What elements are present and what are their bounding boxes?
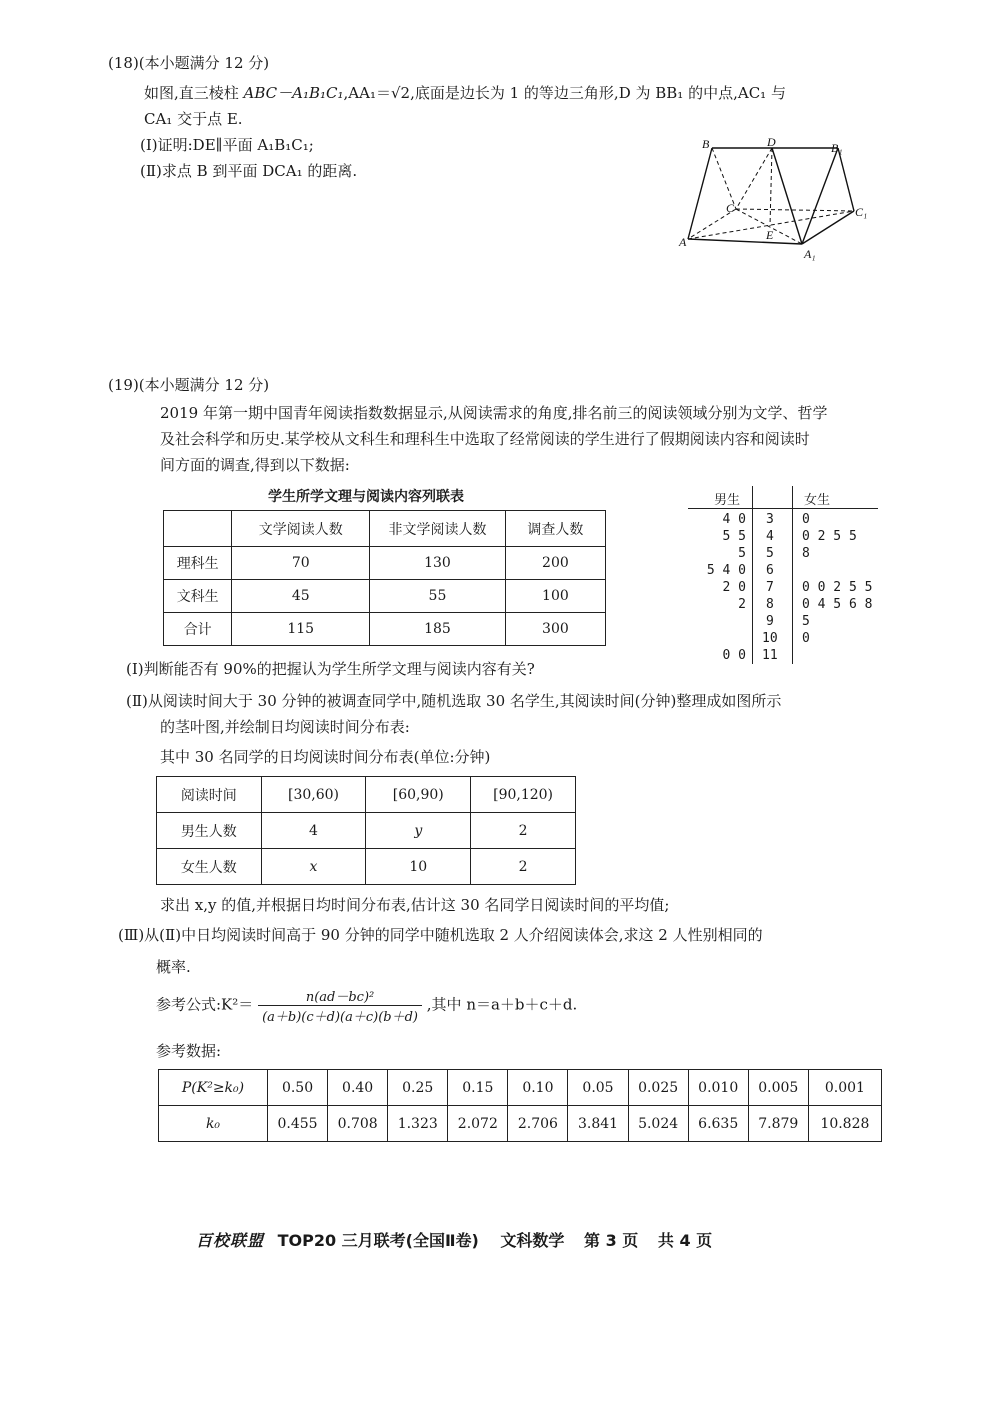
edge-c-c1 bbox=[736, 209, 854, 211]
table-cell: 200 bbox=[505, 547, 605, 580]
label-d: D bbox=[767, 136, 776, 149]
stem-value: 7 bbox=[766, 580, 774, 595]
table-cell: [30,60) bbox=[261, 777, 366, 813]
table-cell: 2.072 bbox=[448, 1106, 508, 1142]
table-cell: 115 bbox=[232, 613, 370, 646]
female-leaves: 8 bbox=[802, 546, 810, 561]
dist-title: 其中 30 名同学的日均阅读时间分布表(单位:分钟) bbox=[160, 748, 491, 766]
table-cell: 男生人数 bbox=[157, 813, 262, 849]
edge-c1-a1 bbox=[802, 211, 854, 244]
table-cell: 非文学阅读人数 bbox=[370, 511, 506, 547]
q18-intro-b: ,AA₁＝√2,底面是边长为 1 的等边三角形, bbox=[343, 84, 619, 102]
table-row bbox=[164, 511, 606, 547]
table-cell: [60,90) bbox=[366, 777, 471, 813]
table-cell: 合计 bbox=[164, 613, 232, 646]
ref-data-label: 参考数据: bbox=[156, 1042, 222, 1060]
page-footer bbox=[196, 1228, 712, 1251]
stem-leaf-plot bbox=[688, 486, 878, 664]
female-leaves: 0 bbox=[802, 512, 810, 527]
table-cell: 0.025 bbox=[628, 1070, 688, 1106]
table-cell: 0.50 bbox=[268, 1070, 328, 1106]
table-cell: 2 bbox=[471, 813, 576, 849]
table-cell: k₀ bbox=[159, 1106, 268, 1142]
stem-value: 9 bbox=[766, 614, 774, 629]
table-cell: 100 bbox=[505, 580, 605, 613]
exam-name: TOP20 三月联考(全国Ⅱ卷) bbox=[277, 1231, 479, 1250]
male-leaves: 5 5 bbox=[722, 529, 746, 544]
q19-text-line2: 及社会科学和历史.某学校从文科生和理科生中选取了经常阅读的学生进行了假期阅读内容和阅读时 bbox=[160, 430, 810, 448]
male-leaves: 0 0 bbox=[722, 648, 746, 663]
female-leaves: 0 2 5 5 bbox=[802, 529, 857, 544]
table-row bbox=[157, 813, 576, 849]
q19-text-line3: 间方面的调查,得到以下数据: bbox=[160, 456, 350, 474]
table-cell: 10 bbox=[366, 849, 471, 885]
reference-table bbox=[158, 1069, 882, 1142]
male-leaves: 5 4 0 bbox=[706, 563, 746, 578]
q18-prism: ABC－A₁B₁C₁ bbox=[243, 84, 344, 102]
table-cell: 5.024 bbox=[628, 1106, 688, 1142]
formula-denominator: (a＋b)(c＋d)(a＋c)(b＋d) bbox=[262, 1010, 418, 1025]
q19-part1: (Ⅰ)判断能否有 90%的把握认为学生所学文理与阅读内容有关? bbox=[126, 660, 535, 678]
edge-d-a1 bbox=[772, 148, 802, 244]
q19-text-line1: 2019 年第一期中国青年阅读指数数据显示,从阅读需求的角度,排名前三的阅读领域分别为文学、哲学 bbox=[160, 404, 828, 422]
table-cell: 调查人数 bbox=[505, 511, 605, 547]
table-cell: 7.879 bbox=[748, 1106, 808, 1142]
stem-leaf-header-rule bbox=[688, 508, 878, 509]
edge-b-c bbox=[712, 148, 736, 209]
q19-part3-line1: (Ⅲ)从(Ⅱ)中日均阅读时间高于 90 分钟的同学中随机选取 2 人介绍阅读体会,求这 2 人性别相同的 bbox=[118, 926, 763, 944]
table-cell: x bbox=[261, 849, 366, 885]
table-cell: 理科生 bbox=[164, 547, 232, 580]
edge-b1-a1 bbox=[802, 148, 838, 244]
table-cell: 0.001 bbox=[808, 1070, 881, 1106]
table-cell: 6.635 bbox=[688, 1106, 748, 1142]
q18-intro-c: D 为 BB₁ 的中点,AC₁ 与 bbox=[618, 84, 786, 102]
edge-a-a1 bbox=[688, 239, 802, 244]
female-leaves: 0 4 5 6 8 bbox=[802, 597, 873, 612]
table-cell: 45 bbox=[232, 580, 370, 613]
contingency-table bbox=[163, 510, 606, 646]
q18-intro-line1 bbox=[144, 82, 786, 103]
table-row bbox=[164, 613, 606, 646]
q19-part2-line1: (Ⅱ)从阅读时间大于 30 分钟的被调查同学中,随机选取 30 名学生,其阅读时间(分钟)整理成如图所示 bbox=[126, 692, 782, 710]
brand-logo: 百校联盟 bbox=[196, 1231, 265, 1250]
formula-label: 参考公式:K²＝ bbox=[156, 995, 254, 1014]
page-total: 共 4 页 bbox=[657, 1231, 713, 1250]
stem-leaf-left-rule bbox=[752, 486, 753, 664]
table-cell: [90,120) bbox=[471, 777, 576, 813]
edge-d-e bbox=[770, 148, 772, 226]
table-cell: 300 bbox=[505, 613, 605, 646]
table-cell: 0.455 bbox=[268, 1106, 328, 1142]
label-c1: C₁ bbox=[855, 205, 868, 219]
reference-formula bbox=[156, 986, 577, 1025]
prism-figure bbox=[676, 136, 876, 262]
table-cell: 女生人数 bbox=[157, 849, 262, 885]
male-leaves: 4 0 bbox=[722, 512, 746, 527]
table-cell: 0.40 bbox=[328, 1070, 388, 1106]
stem-value: 10 bbox=[762, 631, 778, 646]
page-number: 第 3 页 bbox=[584, 1231, 639, 1250]
table-cell: 2.706 bbox=[508, 1106, 568, 1142]
label-a1: A₁ bbox=[804, 247, 816, 261]
q18-intro-a: 如图,直三棱柱 bbox=[144, 84, 244, 102]
edge-d-c bbox=[736, 148, 772, 209]
stem-value: 8 bbox=[766, 597, 774, 612]
table-row bbox=[159, 1070, 882, 1106]
q19-part3-line2: 概率. bbox=[156, 958, 191, 976]
male-leaves: 5 bbox=[738, 546, 746, 561]
table-cell: 2 bbox=[471, 849, 576, 885]
label-e: E bbox=[766, 228, 774, 242]
female-leaves: 0 0 2 5 5 bbox=[802, 580, 873, 595]
table-cell: 0.15 bbox=[448, 1070, 508, 1106]
q18-intro-line2: CA₁ 交于点 E. bbox=[144, 110, 243, 128]
formula-fraction bbox=[258, 986, 422, 1025]
table-row bbox=[157, 777, 576, 813]
table-row bbox=[164, 547, 606, 580]
contingency-title: 学生所学文理与阅读内容列联表 bbox=[268, 489, 464, 505]
label-c: C bbox=[726, 201, 735, 215]
table-cell: 70 bbox=[232, 547, 370, 580]
female-leaves: 0 bbox=[802, 631, 810, 646]
table-cell: P(K²≥k₀) bbox=[159, 1070, 268, 1106]
label-b1: B₁ bbox=[831, 141, 843, 155]
stem-leaf-right-rule bbox=[792, 486, 793, 664]
q19-part2-question: 求出 x,y 的值,并根据日均时间分布表,估计这 30 名同学日阅读时间的平均值; bbox=[160, 896, 670, 914]
q18-header: (18)(本小题满分 12 分) bbox=[108, 54, 270, 72]
male-header: 男生 bbox=[714, 493, 741, 508]
table-cell: 4 bbox=[261, 813, 366, 849]
stem-value: 6 bbox=[766, 563, 774, 578]
table-cell bbox=[164, 511, 232, 547]
table-row bbox=[159, 1106, 882, 1142]
female-header: 女生 bbox=[804, 493, 831, 508]
table-cell: 0.010 bbox=[688, 1070, 748, 1106]
table-cell: 55 bbox=[370, 580, 506, 613]
stem-value: 4 bbox=[766, 529, 774, 544]
distribution-table bbox=[156, 776, 576, 885]
table-cell: 0.708 bbox=[328, 1106, 388, 1142]
table-cell: y bbox=[366, 813, 471, 849]
subject-name: 文科数学 bbox=[500, 1231, 565, 1250]
table-cell: 130 bbox=[370, 547, 506, 580]
table-cell: 0.05 bbox=[568, 1070, 628, 1106]
table-cell: 文科生 bbox=[164, 580, 232, 613]
label-b: B bbox=[702, 137, 710, 151]
male-leaves: 2 0 bbox=[722, 580, 746, 595]
table-cell: 0.25 bbox=[388, 1070, 448, 1106]
table-cell: 185 bbox=[370, 613, 506, 646]
label-a: A bbox=[679, 235, 687, 249]
edge-b-a bbox=[688, 148, 712, 239]
table-cell: 3.841 bbox=[568, 1106, 628, 1142]
table-row bbox=[157, 849, 576, 885]
table-row bbox=[164, 580, 606, 613]
q19-part2-line2: 的茎叶图,并绘制日均阅读时间分布表: bbox=[160, 718, 410, 736]
table-cell: 1.323 bbox=[388, 1106, 448, 1142]
formula-numerator: n(ad－bc)² bbox=[258, 986, 422, 1006]
table-cell: 0.005 bbox=[748, 1070, 808, 1106]
stem-value: 11 bbox=[762, 648, 778, 663]
q18-part2: (Ⅱ)求点 B 到平面 DCA₁ 的距离. bbox=[140, 162, 358, 180]
stem-value: 3 bbox=[766, 512, 774, 527]
q19-header: (19)(本小题满分 12 分) bbox=[108, 376, 270, 394]
male-leaves: 2 bbox=[738, 597, 746, 612]
table-cell: 0.10 bbox=[508, 1070, 568, 1106]
edge-b1-c1 bbox=[838, 148, 854, 211]
formula-tail: ,其中 n＝a＋b＋c＋d. bbox=[426, 995, 578, 1014]
stem-value: 5 bbox=[766, 546, 774, 561]
q18-part1: (Ⅰ)证明:DE∥平面 A₁B₁C₁; bbox=[140, 136, 314, 154]
female-leaves: 5 bbox=[802, 614, 810, 629]
table-cell: 阅读时间 bbox=[157, 777, 262, 813]
table-cell: 文学阅读人数 bbox=[232, 511, 370, 547]
table-cell: 10.828 bbox=[808, 1106, 881, 1142]
